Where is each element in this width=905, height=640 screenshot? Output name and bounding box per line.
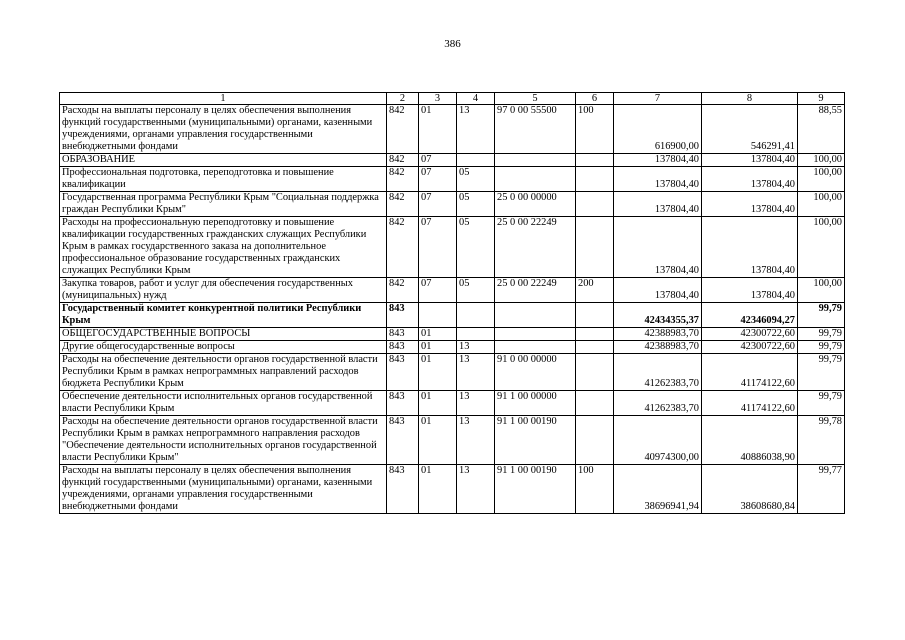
row-section-cell: 01: [419, 341, 457, 354]
row-expense-type-cell: [576, 303, 614, 328]
page-number: 386: [444, 38, 461, 50]
row-ved-cell: 843: [387, 341, 419, 354]
row-subsection-cell: 13: [457, 416, 495, 465]
budget-table: [59, 92, 845, 514]
row-plan-amount-cell: 40974300,00: [614, 416, 702, 465]
row-fact-amount-cell: 137804,40: [702, 278, 798, 303]
header-row: [60, 93, 845, 105]
table-row: [60, 303, 845, 328]
table-row: [60, 328, 845, 341]
row-target-article-cell: 91 1 00 00190: [495, 416, 576, 465]
row-target-article-cell: 97 0 00 55500: [495, 105, 576, 154]
row-section-cell: 07: [419, 192, 457, 217]
row-fact-amount-cell: 42300722,60: [702, 341, 798, 354]
row-target-article-cell: 91 0 00 00000: [495, 354, 576, 391]
row-target-article-cell: [495, 167, 576, 192]
row-plan-amount-cell: 42388983,70: [614, 341, 702, 354]
table-row: [60, 341, 845, 354]
row-section-cell: 01: [419, 328, 457, 341]
row-fact-amount-cell: 137804,40: [702, 167, 798, 192]
row-ved-cell: 843: [387, 303, 419, 328]
row-subsection-cell: 05: [457, 167, 495, 192]
row-ved-cell: 842: [387, 217, 419, 278]
row-name-cell: Расходы на выплаты персоналу в целях обеспечения выполнения функций государственными (муниципальными) органами, казенными учреждениями, органами управления государственными внебюджетными фондами: [60, 465, 387, 514]
row-fact-amount-cell: 38608680,84: [702, 465, 798, 514]
row-subsection-cell: 13: [457, 391, 495, 416]
column-header: 3: [419, 93, 457, 105]
row-subsection-cell: 13: [457, 341, 495, 354]
row-plan-amount-cell: 137804,40: [614, 217, 702, 278]
column-header: 6: [576, 93, 614, 105]
row-percent-cell: 100,00: [798, 192, 845, 217]
table-row: [60, 154, 845, 167]
table-row: [60, 465, 845, 514]
column-header: 1: [60, 93, 387, 105]
table-row: [60, 105, 845, 154]
row-ved-cell: 842: [387, 105, 419, 154]
row-ved-cell: 842: [387, 192, 419, 217]
row-plan-amount-cell: 42434355,37: [614, 303, 702, 328]
row-subsection-cell: 05: [457, 217, 495, 278]
row-subsection-cell: 05: [457, 192, 495, 217]
row-section-cell: 01: [419, 391, 457, 416]
row-subsection-cell: 13: [457, 105, 495, 154]
row-ved-cell: 843: [387, 354, 419, 391]
row-percent-cell: 100,00: [798, 154, 845, 167]
row-expense-type-cell: 100: [576, 465, 614, 514]
row-subsection-cell: [457, 328, 495, 341]
row-plan-amount-cell: 38696941,94: [614, 465, 702, 514]
row-plan-amount-cell: 137804,40: [614, 278, 702, 303]
row-target-article-cell: 25 0 00 00000: [495, 192, 576, 217]
table-row: [60, 391, 845, 416]
row-plan-amount-cell: 42388983,70: [614, 328, 702, 341]
row-section-cell: 07: [419, 278, 457, 303]
row-name-cell: Обеспечение деятельности исполнительных органов государственной власти Республики Крым: [60, 391, 387, 416]
row-target-article-cell: [495, 154, 576, 167]
row-ved-cell: 843: [387, 465, 419, 514]
column-header: 8: [702, 93, 798, 105]
row-target-article-cell: 91 1 00 00190: [495, 465, 576, 514]
row-subsection-cell: 05: [457, 278, 495, 303]
row-percent-cell: 99,79: [798, 391, 845, 416]
row-fact-amount-cell: 40886038,90: [702, 416, 798, 465]
row-target-article-cell: [495, 328, 576, 341]
row-section-cell: 01: [419, 416, 457, 465]
row-plan-amount-cell: 41262383,70: [614, 391, 702, 416]
row-plan-amount-cell: 137804,40: [614, 167, 702, 192]
row-name-cell: Расходы на профессиональную переподготовку и повышение квалификации государственных гражданских служащих Республики Крым в рамках государственного заказа на дополнительное профессиональное образование государственных гражданских служащих Республики Крым: [60, 217, 387, 278]
row-section-cell: [419, 303, 457, 328]
row-ved-cell: 842: [387, 154, 419, 167]
row-percent-cell: 100,00: [798, 167, 845, 192]
table-row: [60, 354, 845, 391]
row-name-cell: ОБЩЕГОСУДАРСТВЕННЫЕ ВОПРОСЫ: [60, 328, 387, 341]
column-header: 5: [495, 93, 576, 105]
table-row: [60, 217, 845, 278]
row-fact-amount-cell: 137804,40: [702, 217, 798, 278]
row-expense-type-cell: 100: [576, 105, 614, 154]
row-target-article-cell: 25 0 00 22249: [495, 278, 576, 303]
row-name-cell: Профессиональная подготовка, переподготовка и повышение квалификации: [60, 167, 387, 192]
row-expense-type-cell: [576, 341, 614, 354]
row-percent-cell: 99,79: [798, 328, 845, 341]
row-name-cell: Государственный комитет конкурентной политики Республики Крым: [60, 303, 387, 328]
table-row: [60, 416, 845, 465]
row-ved-cell: 842: [387, 278, 419, 303]
row-name-cell: Закупка товаров, работ и услуг для обеспечения государственных (муниципальных) нужд: [60, 278, 387, 303]
row-expense-type-cell: [576, 154, 614, 167]
row-percent-cell: 99,77: [798, 465, 845, 514]
row-percent-cell: 99,78: [798, 416, 845, 465]
table-row: [60, 167, 845, 192]
row-ved-cell: 842: [387, 167, 419, 192]
row-plan-amount-cell: 137804,40: [614, 192, 702, 217]
row-expense-type-cell: [576, 328, 614, 341]
row-plan-amount-cell: 616900,00: [614, 105, 702, 154]
row-plan-amount-cell: 41262383,70: [614, 354, 702, 391]
row-fact-amount-cell: 41174122,60: [702, 354, 798, 391]
row-fact-amount-cell: 42346094,27: [702, 303, 798, 328]
row-expense-type-cell: [576, 354, 614, 391]
row-ved-cell: 843: [387, 391, 419, 416]
row-subsection-cell: 13: [457, 465, 495, 514]
row-fact-amount-cell: 546291,41: [702, 105, 798, 154]
row-subsection-cell: [457, 154, 495, 167]
row-expense-type-cell: [576, 416, 614, 465]
row-target-article-cell: 91 1 00 00000: [495, 391, 576, 416]
row-percent-cell: 99,79: [798, 341, 845, 354]
row-expense-type-cell: [576, 217, 614, 278]
row-name-cell: ОБРАЗОВАНИЕ: [60, 154, 387, 167]
row-name-cell: Другие общегосударственные вопросы: [60, 341, 387, 354]
row-ved-cell: 843: [387, 416, 419, 465]
row-name-cell: Расходы на обеспечение деятельности органов государственной власти Республики Крым в рамках непрограммного направления расходов "Обеспечение деятельности исполнительных органов государственной власти Республики Крым": [60, 416, 387, 465]
row-plan-amount-cell: 137804,40: [614, 154, 702, 167]
row-expense-type-cell: [576, 391, 614, 416]
row-section-cell: 07: [419, 167, 457, 192]
row-ved-cell: 843: [387, 328, 419, 341]
row-name-cell: Государственная программа Республики Крым "Социальная поддержка граждан Республики Крым": [60, 192, 387, 217]
row-percent-cell: 99,79: [798, 303, 845, 328]
row-fact-amount-cell: 137804,40: [702, 154, 798, 167]
row-section-cell: 01: [419, 105, 457, 154]
row-expense-type-cell: 200: [576, 278, 614, 303]
row-name-cell: Расходы на обеспечение деятельности органов государственной власти Республики Крым в рамках непрограммных направлений расходов бюджета Республики Крым: [60, 354, 387, 391]
row-expense-type-cell: [576, 167, 614, 192]
row-percent-cell: 100,00: [798, 217, 845, 278]
column-header: 9: [798, 93, 845, 105]
row-percent-cell: 88,55: [798, 105, 845, 154]
row-target-article-cell: 25 0 00 22249: [495, 217, 576, 278]
row-percent-cell: 99,79: [798, 354, 845, 391]
table-row: [60, 278, 845, 303]
row-section-cell: 01: [419, 354, 457, 391]
table-row: [60, 192, 845, 217]
row-name-cell: Расходы на выплаты персоналу в целях обеспечения выполнения функций государственными (муниципальными) органами, казенными учреждениями, органами управления государственными внебюджетными фондами: [60, 105, 387, 154]
row-target-article-cell: [495, 341, 576, 354]
row-expense-type-cell: [576, 192, 614, 217]
row-section-cell: 07: [419, 217, 457, 278]
row-fact-amount-cell: 137804,40: [702, 192, 798, 217]
row-target-article-cell: [495, 303, 576, 328]
row-section-cell: 07: [419, 154, 457, 167]
column-header: 4: [457, 93, 495, 105]
column-header: 7: [614, 93, 702, 105]
row-subsection-cell: [457, 303, 495, 328]
row-fact-amount-cell: 41174122,60: [702, 391, 798, 416]
row-percent-cell: 100,00: [798, 278, 845, 303]
column-header: 2: [387, 93, 419, 105]
row-subsection-cell: 13: [457, 354, 495, 391]
row-fact-amount-cell: 42300722,60: [702, 328, 798, 341]
row-section-cell: 01: [419, 465, 457, 514]
